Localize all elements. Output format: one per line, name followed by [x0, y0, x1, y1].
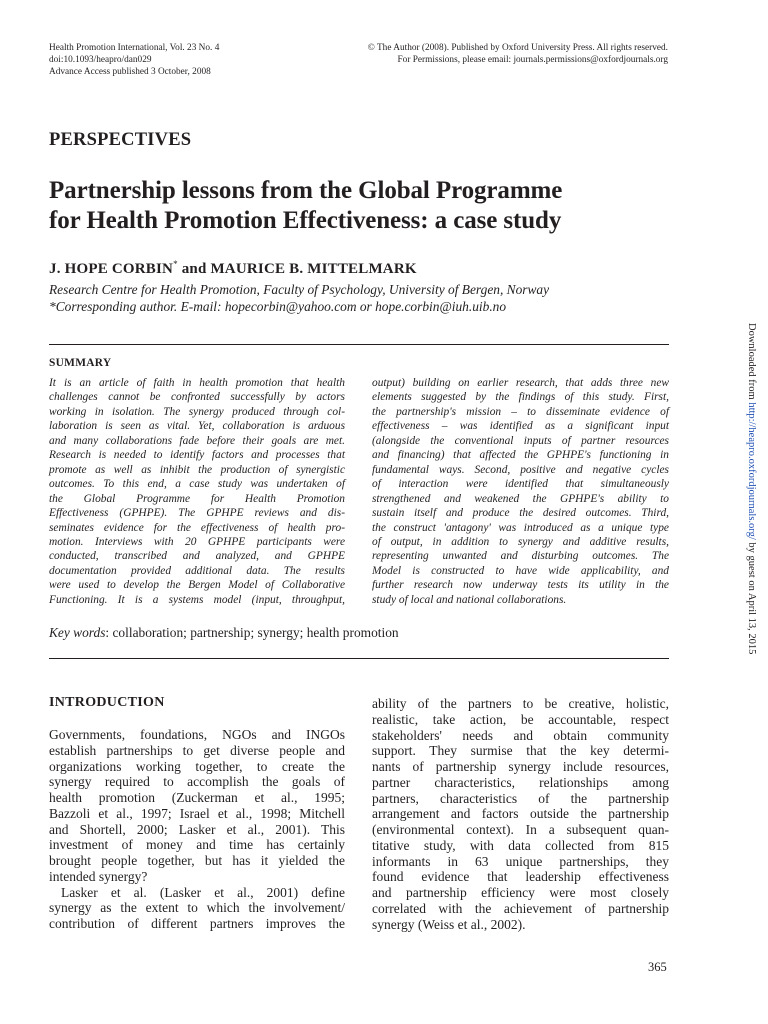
text-line: were used to develop the Bergen Model of Collaborative [49, 579, 345, 592]
advance-access-date: Advance Access published 3 October, 2008 [49, 67, 211, 78]
introduction-column-left [49, 727, 345, 932]
corresponding-author-email: *Corresponding author. E-mail: hopecorbin@yahoo.com or hope.corbin@iuh.uib.no [49, 299, 507, 314]
text-line: the construct 'antagony' was introduced as a unique type [372, 521, 669, 534]
text-line: correlated with the achievement of partnership [372, 900, 669, 916]
text-line: titative study, with data collected from 815 [372, 837, 669, 853]
text-line: representing unwanted and disturbing outcomes. The [372, 550, 669, 563]
text-line: contribution of different partners improves the [49, 916, 345, 931]
text-line: the Global Programme for Health Promotion [49, 492, 345, 505]
permissions-line: For Permissions, please email: journals.permissions@oxfordjournals.org [397, 55, 668, 66]
text-line: output) building on earlier research, that adds three new [372, 377, 669, 389]
author-name: and MAURICE B. MITTELMARK [177, 261, 417, 277]
text-line: (environmental context). In a subsequent quan- [372, 822, 669, 837]
text-line: organizations working together, to create the [49, 758, 345, 774]
text-line: Bazzoli et al., 1997; Israel et al., 1998; Mitchell [49, 805, 345, 821]
text-line: motion. Interviews with 20 GPHPE participants were [49, 535, 345, 548]
text-line: partners, characteristics of the partnership [372, 790, 669, 806]
text-line: further research now underway tests its utility in the [372, 579, 669, 592]
text-line: Functioning. It is a systems model (input, throughput, [49, 593, 345, 606]
introduction-heading: INTRODUCTION [49, 695, 165, 710]
text-line: nants of partnership synergy include resources, [372, 759, 669, 774]
divider [49, 658, 669, 659]
text-line: study of local and national collaborations. [372, 593, 567, 606]
text-line: elements suggested by the findings of this study. First, [372, 391, 669, 404]
text-line: and Shortell, 2000; Lasker et al., 2001). This [49, 821, 345, 837]
text-line: health promotion (Zuckerman et al., 1995; [49, 790, 345, 805]
text-line: and many collaborations fade before their goals are met. [49, 434, 345, 447]
article-title [49, 176, 562, 236]
page-number: 365 [648, 960, 667, 974]
text-line: of interaction were identified that simultaneously [372, 478, 669, 491]
text-line: laboration is seen as vital. Yet, collaboration is arduous [49, 420, 345, 433]
copyright-notice [368, 42, 668, 66]
text-line: arrangement and factors outside the partnership [372, 806, 669, 822]
section-label: PERSPECTIVES [49, 130, 192, 150]
affiliation-line: Research Centre for Health Promotion, Faculty of Psychology, University of Bergen, Norway [49, 282, 550, 297]
author-list [49, 259, 417, 278]
text-line: It is an article of faith in health promotion that health [49, 377, 345, 389]
text-line: synergy as the extent to which the involvement/ [49, 900, 345, 916]
text-line: Effectiveness (GPHPE). The GPHPE reviews and dis- [49, 507, 345, 520]
doi: doi:10.1093/heapro/dan029 [49, 55, 152, 66]
text-line: investment of money and time has certainly [49, 837, 345, 853]
text-line: intended synergy? [49, 868, 148, 884]
journal-citation [49, 42, 219, 79]
text-line: promote as well as inhibit the production of synergistic [49, 463, 345, 476]
keywords [49, 625, 399, 641]
text-line: found evidence that leadership effectiveness [372, 869, 669, 885]
download-prefix: Downloaded from [746, 323, 757, 403]
affiliation [49, 281, 549, 315]
text-line: fundamental ways. Second, positive and negative cycles [372, 463, 669, 476]
journal-link[interactable]: http://heapro.oxfordjournals.org/ [746, 402, 757, 540]
summary-heading: SUMMARY [49, 357, 112, 369]
text-line: Governments, foundations, NGOs and INGOs [49, 727, 345, 742]
text-line: conducted, transcribed and analyzed, and GPHPE [49, 550, 345, 563]
summary-column-left [49, 376, 345, 607]
text-line: documentation provided additional data. The results [49, 564, 345, 577]
title-line: for Health Promotion Effectiveness: a case study [49, 207, 562, 234]
divider [49, 344, 669, 345]
corresponding-author-mark: * [173, 259, 178, 269]
text-line: strengthened and weakened the GPHPE's ability to [372, 492, 669, 505]
text-line: outcomes. To this end, a case study was undertaken of [49, 478, 345, 491]
text-line: Lasker et al. (Lasker et al., 2001) define [61, 884, 345, 900]
summary-column-right [372, 376, 669, 607]
download-suffix: by guest on April 13, 2015 [746, 539, 757, 655]
text-line: the partnership's mission – to disseminate evidence of [372, 405, 669, 418]
text-line: sustain itself and produce the desired outcomes. Third, [372, 507, 669, 520]
introduction-column-right [372, 696, 669, 932]
text-line: (alongside the conventional inputs of partner resources [372, 434, 669, 447]
text-line: establish partnerships to get diverse people and [49, 742, 345, 758]
author-name: J. HOPE CORBIN [49, 261, 174, 277]
text-line: ability of the partners to be creative, holistic, [372, 696, 669, 711]
copyright-line: © The Author (2008). Published by Oxford University Press. All rights reserved. [367, 43, 668, 53]
keywords-list: : collaboration; partnership; synergy; health promotion [105, 625, 399, 640]
text-line: partner characteristics, relationships among [372, 774, 669, 790]
text-line: effectiveness – was identified as a significant input [372, 420, 669, 433]
text-line: of output, in addition to synergy and additive results, [372, 535, 669, 548]
text-line: Research is needed to identify factors and processes that [49, 449, 345, 462]
text-line: brought people together, but has it yielded the [49, 853, 345, 868]
text-line: Model is constructed to have wide applicability, and [372, 564, 669, 577]
text-line: informants in 63 unique partnerships, they [372, 853, 669, 869]
text-line: working in isolation. The synergy produced through col- [49, 405, 345, 418]
title-line: Partnership lessons from the Global Programme [49, 177, 563, 204]
keywords-label: Key words [49, 625, 106, 640]
journal-volume: Health Promotion International, Vol. 23 No. 4 [49, 43, 220, 53]
text-line: and partnership efficiency were most closely [372, 885, 669, 900]
text-line: support. They surmise that the key determi- [372, 743, 669, 759]
text-line: synergy (Weiss et al., 2002). [372, 916, 526, 932]
text-line: seminates evidence for the effectiveness of health pro- [49, 521, 345, 534]
text-line: synergy required to accomplish the goals of [49, 774, 345, 790]
text-line: realistic, take action, be accountable, respect [372, 711, 669, 727]
text-line: challenges cannot be confronted successfully by actors [49, 391, 345, 404]
text-line: and financing) that affected the GPHPE's functioning in [372, 449, 669, 462]
text-line: stakeholders' needs and obtain community [372, 727, 669, 743]
download-note [746, 323, 757, 654]
